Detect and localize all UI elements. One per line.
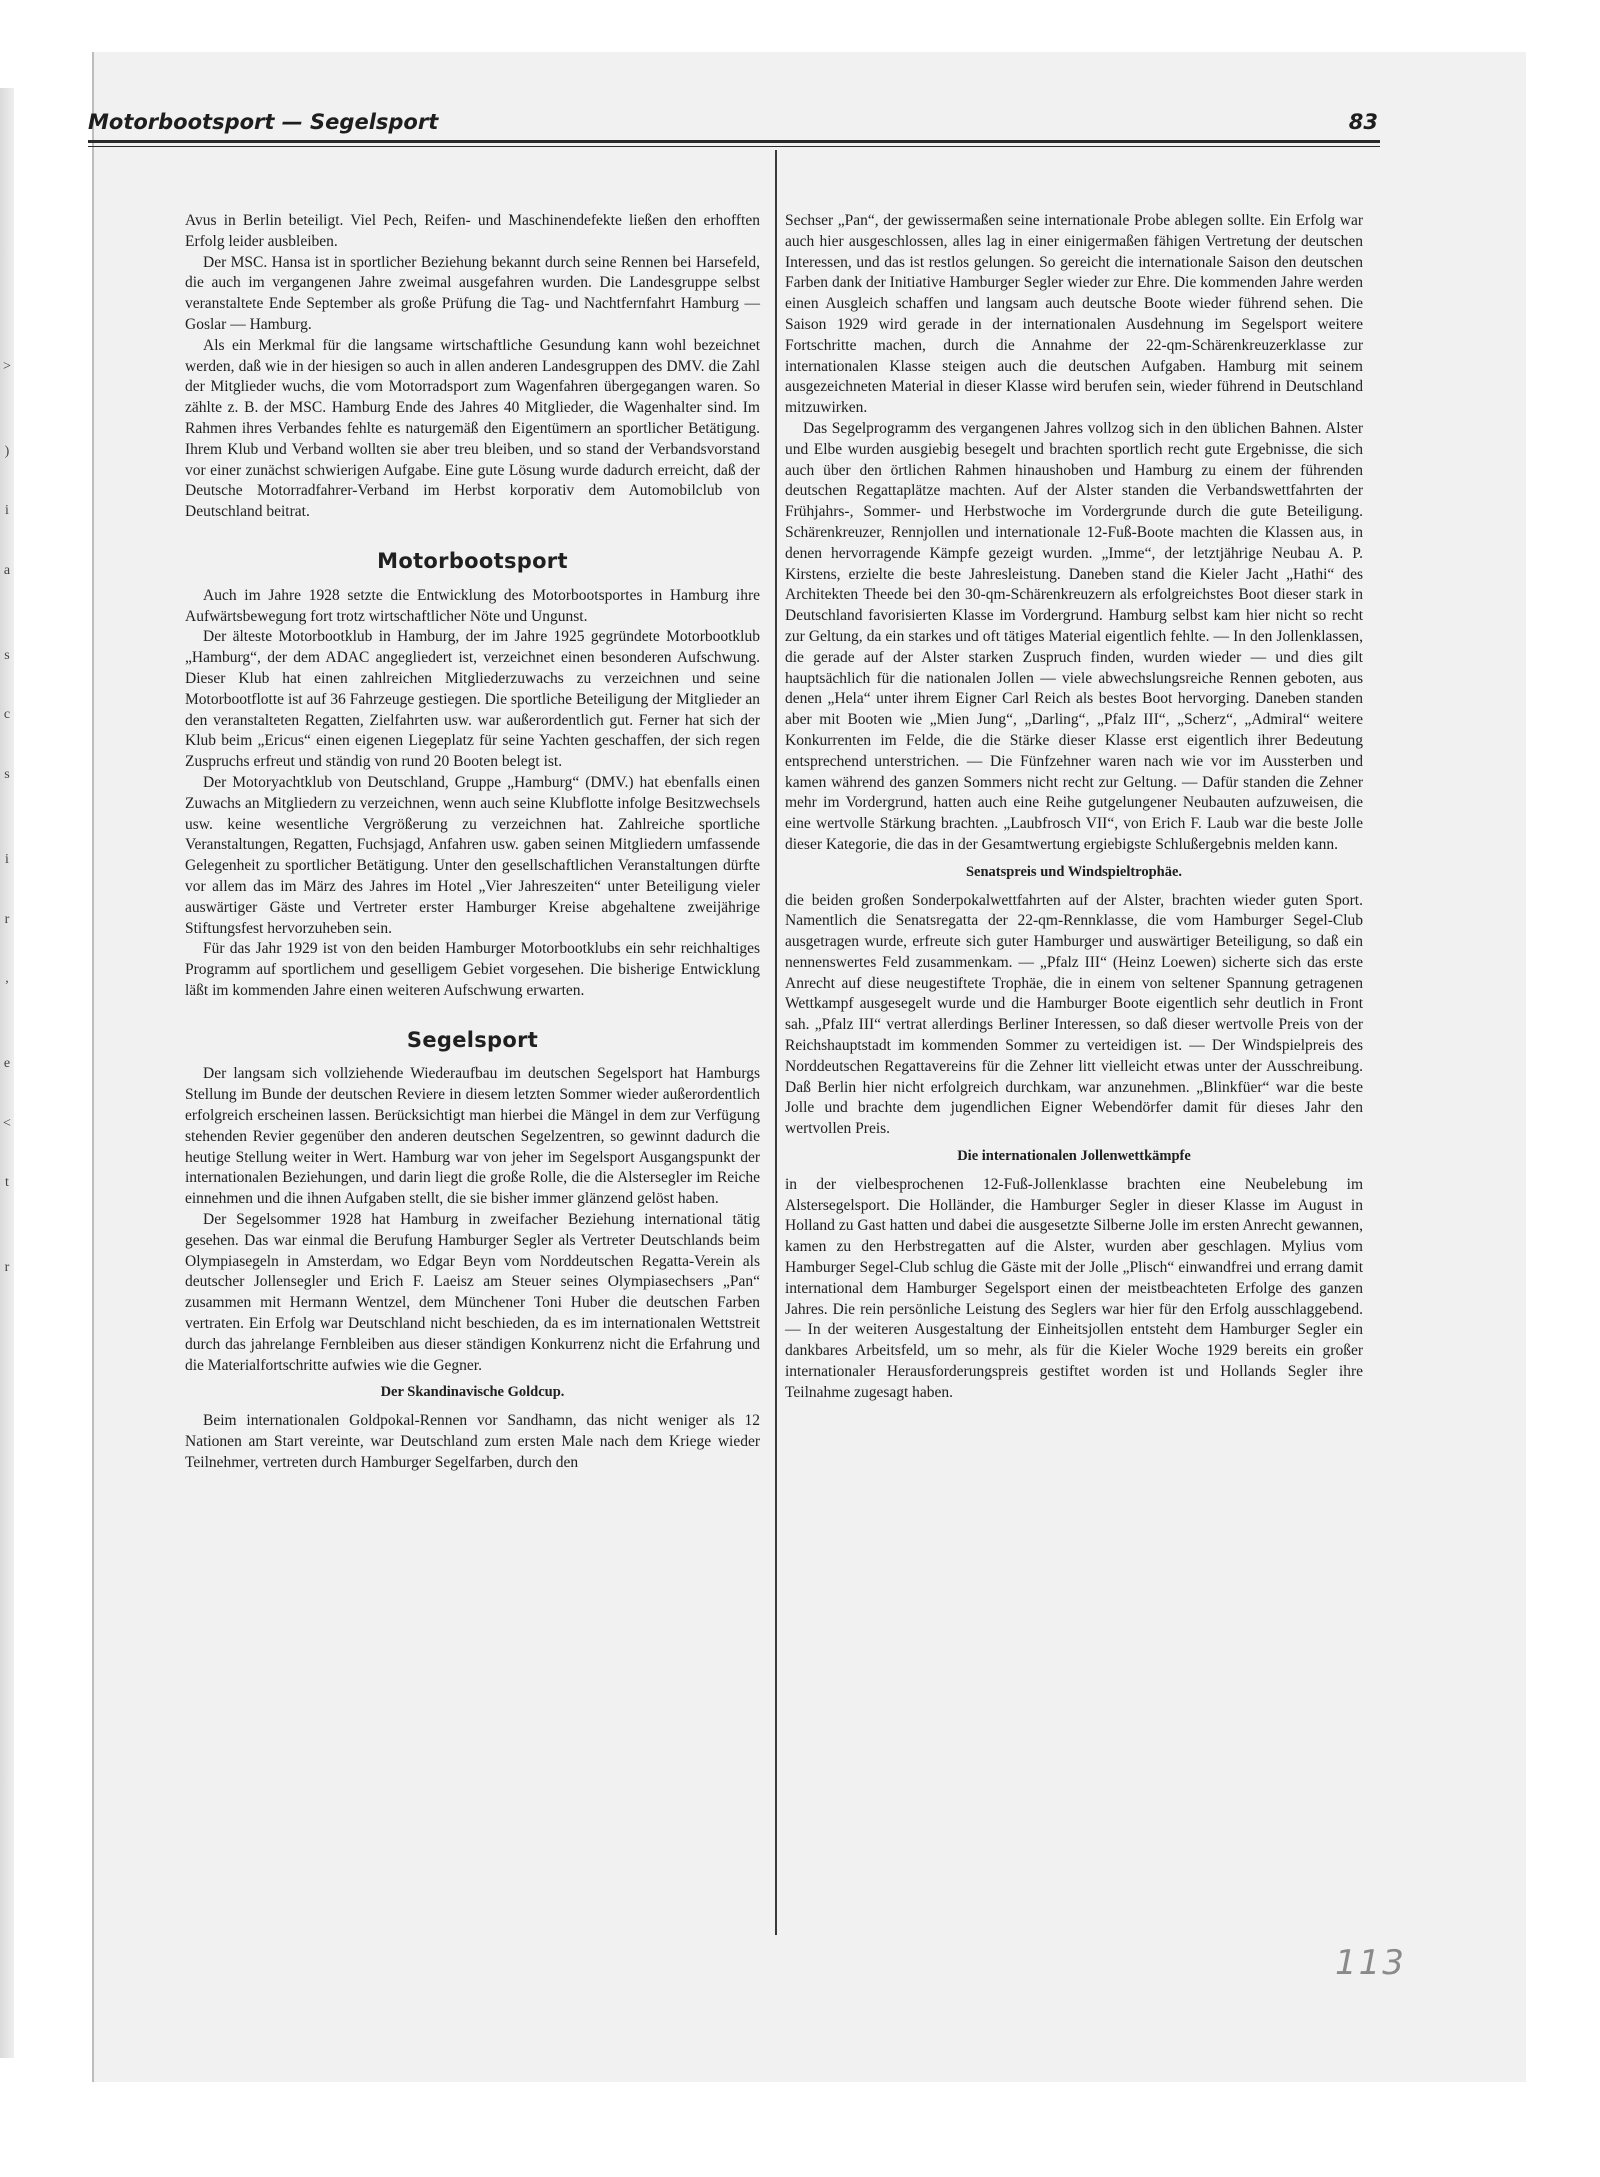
margin-char: ): [4, 443, 10, 459]
margin-char: >: [3, 359, 11, 374]
margin-char: a: [3, 563, 11, 579]
margin-char: <: [3, 1115, 11, 1131]
paragraph: Sechser „Pan“, der gewissermaßen seine internationale Probe ablegen sollte. Ein Erfolg war auch hier ausgeschlossen, alles lag in einer einigermaßen fähigen Vertretung der deutschen Interessen, und das ist restlos gelungen. So gereicht die internationale Saison den deutschen Farben dank der Initiative Hamburger Segler wieder zur Ehre. Die kommenden Jahre werden einen Ausgleich schaffen und langsam auch deutsche Boote wieder führend sehen. Die Saison 1929 wird gerade in der internationalen Ausdehnung im Segelsport weitere Fortschritte machen, durch die Annahme der 22-qm-Schärenkreuzerklasse zur internationalen Klasse steigen auch die deutschen Aufgaben. Hamburg mit seinem ausgezeichneten Material in dieser Klasse wird berufen sein, wieder führend in Deutschland mitzuwirken.: [785, 212, 1363, 417]
subheading-goldcup: Der Skandinavische Goldcup.: [380, 1384, 565, 1401]
header-rule-thick: [88, 140, 1380, 143]
margin-char: ,: [5, 971, 9, 987]
page-number: 83: [1348, 110, 1378, 134]
section-heading-motorbootsport: Motorbootsport: [377, 548, 568, 573]
margin-char: r: [4, 1259, 10, 1275]
running-title: Motorbootsport — Segelsport: [88, 110, 439, 134]
margin-char: i: [5, 851, 9, 867]
left-column: [185, 211, 760, 1474]
senatspreis-paragraphs: [785, 891, 1363, 1141]
paragraph: Für das Jahr 1929 ist von den beiden Hamburger Motorbootklubs ein sehr reichhaltiges Programm auf sportlichem und geselligem Gebiet vorgesehen. Die bisherige Entwicklung läßt im kommenden Jahre einen weiteren Aufschwung erwarten.: [185, 940, 760, 999]
margin-char: c: [3, 707, 11, 723]
left-intro-paragraphs: [185, 211, 760, 523]
column-divider: [775, 150, 777, 1935]
paragraph: Der langsam sich vollziehende Wiederaufbau im deutschen Segelsport hat Hamburgs Stellung im Bunde der deutschen Reviere in diesem letzten Sommer wieder außerordentlich erfolgreich erscheinen lassen. Berücksichtigt man hierbei die Mängel in dem zur Verfügung stehenden Revier gegenüber den anderen deutschen Segelzentren, so gewinnt dadurch die heutige Stellung weiter in Wert. Hamburg war von jeher im Segelsport Ausgangspunkt der internationalen Beziehungen, und darin liegt die große Rolle, die die Alstersegler im Reiche einnehmen und die ihnen Aufgaben stellt, die sie bisher immer glänzend gelöst haben.: [185, 1065, 760, 1208]
section-heading-segelsport: Segelsport: [406, 1027, 539, 1052]
paragraph: Der Motoryachtklub von Deutschland, Gruppe „Hamburg“ (DMV.) hat ebenfalls einen Zuwachs an Mitgliedern zu verzeichnen, wenn auch seine Klubflotte infolge Besitzwechsels usw. keine wesentliche Vergrößerung zu verzeichnen hat. Zahlreiche sportliche Veranstaltungen, Regatten, Fuchsjagd, Anfahren usw. gaben seinen Mitgliedern umfassende Gelegenheit zu sportlicher Betätigung. Unter den gesellschaftlichen Veranstaltungen dürfte vor allem das im März des Jahres im Hotel „Vier Jahreszeiten“ unter Beteiligung vieler auswärtiger Gäste und Vertreter erster Hamburger Kreise abgehaltene zweijährige Stiftungsfest hervorzuheben sein.: [185, 773, 760, 937]
paragraph: Als ein Merkmal für die langsame wirtschaftliche Gesundung kann wohl bezeichnet werden, daß wie in der hiesigen so auch in allen anderen Landesgruppen des DMV. die Zahl der Mitglieder wuchs, die vom Motorradsport zum Wagenfahren übergegangen waren. So zählte z. B. der MSC. Hamburg Ende des Jahres 40 Mitglieder, die Wagenhalter sind. Im Rahmen ihres Verbandes fehlte es naturgemäß den Eigentümern an sportlicher Betätigung. Ihrem Klub und Verband wollten sie aber treu bleiben, und so stand der Verbandsvorstand vor einer zunächst schwierigen Aufgabe. Eine gute Lösung wurde dadurch erreicht, daß der Deutsche Motorradfahrer-Verband im Herbst korporativ dem Automobilclub von Deutschland beitrat.: [185, 336, 760, 521]
jollen-paragraphs: [785, 1175, 1363, 1404]
goldcup-paragraphs: [185, 1411, 760, 1473]
right-column: [785, 211, 1363, 1404]
margin-char: r: [4, 911, 10, 927]
paragraph: Der MSC. Hansa ist in sportlicher Beziehung bekannt durch seine Rennen bei Harsefeld, die auch im vergangenen Jahre zweimal ausgefahren wurden. Die Landesgruppe selbst veranstaltete Ende September als große Prüfung die Tag- und Nachtfernfahrt Hamburg — Goslar — Hamburg.: [185, 253, 760, 333]
adjacent-page-fragments: [0, 360, 14, 1321]
paragraph: Beim internationalen Goldpokal-Rennen vor Sandhamn, das nicht weniger als 12 Nationen am Start vereinte, war Deutschland zum ersten Male nach dem Kriege wieder Teilnehmer, vertreten durch Hamburger Segelfarben, durch den: [185, 1412, 760, 1471]
paragraph: in der vielbesprochenen 12-Fuß-Jollenklasse brachten eine Neubelebung im Alstersegelsport. Die Holländer, die Hamburger Segler in dieser Klasse im August in Holland zu Gast hatten und dabei die ausgesetzte Silberne Jolle im ersten Anrecht gewannen, kamen zu den Herbstregatten auf die Alster, wurden aber geschlagen. Mylius vom Hamburger Segel-Club schlug die Gäste mit der Jolle „Plisch“ einwandfrei und errang damit international dem Hamburger Segelsport einen der meistbeachteten Erfolge des ganzen Jahres. Die rein persönliche Leistung des Seglers war hier für den Erfolg ausschlaggebend. — In der weiteren Ausgestaltung der Einheitsjollen entsteht dem Hamburger Segler ein dankbares Arbeitsfeld, um so mehr, als für die Kieler Woche 1929 bereits ein großer internationaler Herausforderungspreis gestiftet worden ist und Hollands Segler ihre Teilnahme zugesagt haben.: [785, 1175, 1363, 1401]
segelsport-paragraphs: [185, 1064, 760, 1376]
paragraph: Der älteste Motorbootklub in Hamburg, der im Jahre 1925 gegründete Motorbootklub „Hamburg“, der dem ADAC angegliedert ist, verzeichnet einen besonderen Aufschwung. Dieser Klub hat einen zahlreichen Mitgliederzuwachs zu verzeichnen und seine Motorbootflotte ist auf 36 Fahrzeuge gestiegen. Die sportliche Beteiligung der Mitglieder an den veranstalteten Regatten, Zielfahrten usw. war außerordentlich gut. Ferner hat sich der Klub beim „Ericus“ einen eigenen Liegeplatz für seine Yachten geschaffen, der sich regen Zuspruchs erfreut und ständig von rund 20 Booten belegt ist.: [185, 628, 760, 771]
subheading-jollenwettkaempfe: Die internationalen Jollenwettkämpfe: [957, 1148, 1191, 1165]
margin-char: s: [4, 647, 10, 663]
margin-char: t: [5, 1175, 9, 1191]
paragraph: Der Segelsommer 1928 hat Hamburg in zweifacher Beziehung international tätig gesehen. Das war einmal die Berufung Hamburger Segler als Vertreter Deutschlands beim Olympiasegeln in Amsterdam, wo Edgar Beyn vom Norddeutschen Regatta-Verein als deutscher Jollensegler und Erich F. Laeisz am Steuer seines Olympiasechsers „Pan“ zusammen mit Hermann Wentzel, dem Münchener Toni Huber die deutschen Farben vertraten. Ein Erfolg war Deutschland nicht beschieden, da es im internationalen Wettstreit durch das jahrelange Fernbleiben aus dieser ständigen Konkurrenz nicht die Erfahrung und die Materialfortschritte aufwies wie die Gegner.: [185, 1211, 760, 1374]
running-header: [88, 110, 1378, 150]
motorbootsport-paragraphs: [185, 586, 760, 1002]
paragraph: Auch im Jahre 1928 setzte die Entwicklung des Motorbootsportes in Hamburg ihre Aufwärtsbewegung fort trotz wirtschaftlicher Nöte und Ungunst.: [185, 586, 760, 625]
right-intro-paragraphs: [785, 211, 1363, 856]
margin-char: e: [3, 1055, 11, 1071]
paragraph: Das Segelprogramm des vergangenen Jahres vollzog sich in den üblichen Bahnen. Alster und Elbe wurden ausgiebig besegelt und brachten sportlich recht gute Ergebnisse, die sich auch über den örtlichen Rahmen hinaushoben und Hamburg zu einem der führenden deutschen Regattaplätze machten. Auf der Alster standen die Verbandswettfahrten der Frühjahrs-, Sommer- und Herbstwoche im Vordergrunde durch die gute Beteiligung. Schärenkreuzer, Rennjollen und internationale 12-Fuß-Boote machten die Klassen aus, in denen hervorragende Kämpfe gezeigt wurden. „Imme“, der letztjährige Neubau A. P. Kirstens, erzielte die beste Jahresleistung. Daneben stand die Kieler Jacht „Hathi“ des Architekten Theede bei den 30-qm-Schärenkreuzern als erfolgreichstes Boot dieser stark in Deutschland favorisierten Klasse im Vordergrund. Hamburg selbst kam hier nicht so recht zur Geltung, da ein starkes und oft tätiges Material eigentlich fehlte. — In den Jollenklassen, die gerade auf der Alster starken Zuspruch finden, wurden wieder — und dies gilt hauptsächlich für die nationalen Jollen — viele abwechslungsreiche Rennen geboten, aus denen „Hela“ unter ihrem Eigner Carl Reich als bestes Boot hervorging. Daneben standen aber mit Booten wie „Mien Jung“, „Darling“, „Pfalz III“, „Scherz“, „Admiral“ weitere Konkurrenten im Felde, die die Stärke dieser Klasse erst eigentlich ihrer Bedeutung entsprechend unterstrichen. — Die Fünfzehner waren nach wie vor im Aussterben und kamen während des ganzen Sommers nicht recht zur Geltung. — Dafür standen die Zehner mehr im Vordergrund, hatten auch eine Reihe gutgelungener Neubauten aufzuweisen, die eine wertvolle Stärkung brachten. „Laubfrosch VII“, von Erich F. Laub war die beste Jolle dieser Kategorie, die das in der Gesamtwertung ergiebigste Schlußergebnis melden kann.: [785, 419, 1363, 853]
header-rule-thin: [88, 146, 1380, 147]
subheading-senatspreis: Senatspreis und Windspieltrophäe.: [965, 863, 1183, 880]
paragraph: Avus in Berlin beteiligt. Viel Pech, Reifen- und Maschinendefekte ließen den erhofften Erfolg leider ausbleiben.: [185, 212, 760, 250]
handwritten-archive-number: 113: [1335, 1943, 1406, 1983]
margin-char: s: [4, 767, 10, 783]
paragraph: die beiden großen Sonderpokalwettfahrten auf der Alster, brachten wieder guten Sport. Namentlich die Senatsregatta der 22-qm-Rennklasse, die vom Hamburger Segel-Club ausgetragen wurde, erfreute sich guter Hamburger und auswärtiger Beteiligung, so daß ein nennenswertes Feld zusammenkam. — „Pfalz III“ (Heinz Loewen) sicherte sich das erste Anrecht auf diese neugestiftete Trophäe, die in einem von seltener Spannung getragenen Wettkampf ausgesegelt wurde und die Hamburger Boote eigentlich sehr deutlich in Front sah. „Pfalz III“ vertrat allerdings Berliner Interessen, so daß dieser wertvolle Preis von der Reichshauptstadt im kommenden Sommer zu verteidigen ist. — Der Windspielpreis des Norddeutschen Regattavereins für die Zehner litt vielleicht etwas unter der Ausschreibung. Daß Berlin hier nicht erfolgreich durchkam, war anzunehmen. „Blinkfüer“ war die beste Jolle und brachte dem jugendlichen Eigner Webendörfer damit für dieses Jahr den wertvollen Preis.: [785, 891, 1363, 1138]
margin-char: i: [5, 503, 9, 519]
